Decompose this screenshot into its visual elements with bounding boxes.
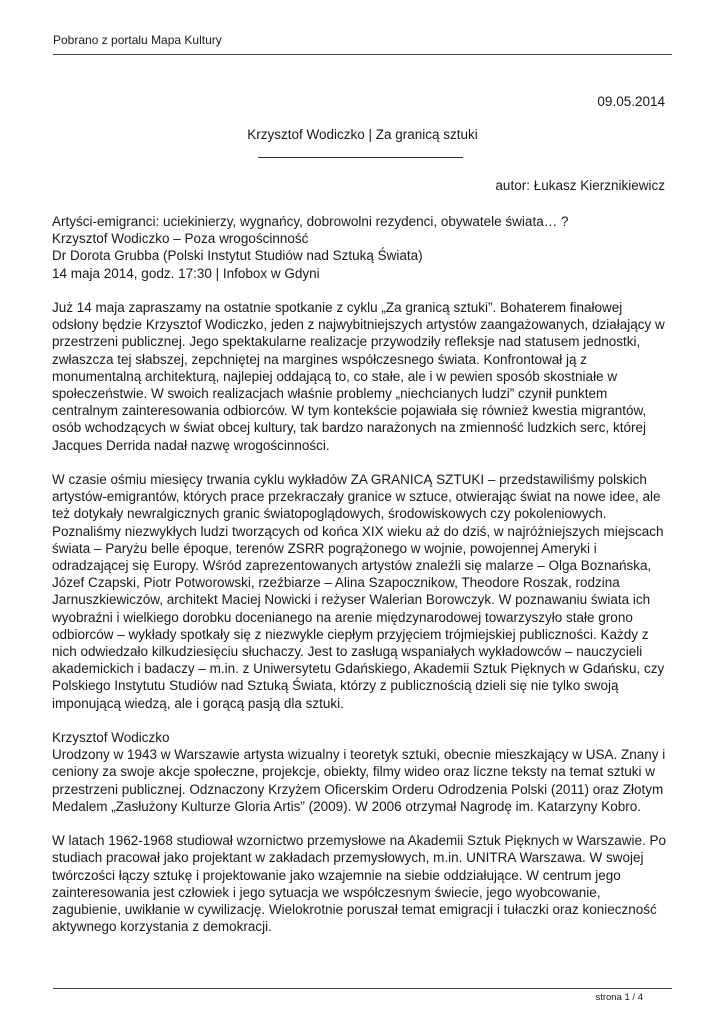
text-line: imponującą wiedzą, ale i gorącą pasją dla sztuki. <box>52 695 344 711</box>
article-body <box>52 213 674 953</box>
text-line: też dotykały newralgicznych granic światopoglądowych, środowiskowych czy pokoleniowych. <box>52 506 607 522</box>
event-line: Artyści-emigranci: uciekinierzy, wygnańcy, dobrowolni rezydenci, obywatele świata… ? <box>52 214 569 229</box>
page-header-source: Pobrano z portalu Mapa Kultury <box>53 33 222 47</box>
page-number: strona 1 / 4 <box>595 992 643 1003</box>
event-line: Krzysztof Wodiczko – Poza wrogościnność <box>52 231 309 247</box>
footer-divider <box>53 988 672 989</box>
text-line: odradzającej się Europy. Wśród zaprezentowanych artystów znaleźli się malarze – Olga Boznańska, <box>52 558 652 574</box>
text-line: Już 14 maja zapraszamy na ostatnie spotkanie z cyklu „Za granicą sztuki”. Bohaterem finałowej <box>52 300 623 315</box>
text-line: artystów-emigrantów, których prace przekraczały granice w sztuce, otwierając świat na nowe idee, ale <box>52 489 661 505</box>
paragraph-invitation <box>52 299 674 454</box>
event-line: Dr Dorota Grubba (Polski Instytut Studiów nad Sztuką Świata) <box>52 248 423 264</box>
text-line: odbiorców – wykłady spotkały się z niezwykle ciepłym przyjęciem trójmiejskiej publiczności. Każdy z <box>52 626 649 642</box>
event-line: 14 maja 2014, godz. 17:30 | Infobox w Gdyni <box>52 265 320 281</box>
text-line: Jarnuszkiewiczów, architekt Maciej Nowicki i reżyser Walerian Borowczyk. W poznawaniu świata ich <box>52 592 651 608</box>
text-line: W czasie ośmiu miesięcy trwania cyklu wykładów ZA GRANICĄ SZTUKI – przedstawiliśmy polskich <box>52 472 647 488</box>
text-line: nich odwiedzało kilkudziesięciu słuchaczy. Jest to zasługą wspaniałych wykładowców – nauczycieli <box>52 644 643 660</box>
text-line: twórczości łączy sztukę i projektowanie jako wzajemnie na siebie oddziałujące. W centrum jego <box>52 867 621 883</box>
article-author: autor: Łukasz Kierznikiewicz <box>495 178 665 193</box>
text-line: świata – Paryżu belle époque, terenów ZSRR pogrążonego w wojnie, powojennej Ameryki i <box>52 540 597 556</box>
text-line: Jacques Derrida nadał nazwę wrogościnności. <box>52 437 330 453</box>
text-line: osób wchodzących w świat obcej kultury, tak bardzo narażonych na zmienność ludzkich serc, której <box>52 420 647 436</box>
text-line: Józef Czapski, Piotr Potworowski, rzeźbiarze – Alina Szapocznikow, Theodore Roszak, rodzina <box>52 575 620 591</box>
text-line: wyobraźni i wielkiego dorobku docenianego na arenie międzynarodowej towarzyszyło stałe grono <box>52 609 633 625</box>
title-underline <box>258 157 463 158</box>
text-line: akademickich i badaczy – m.in. z Uniwersytetu Gdańskiego, Akademii Sztuk Pięknych w Gdańsku, czy <box>52 661 665 677</box>
text-line: monumentalną architekturą, najlepiej oddającą to, co stałe, ale i w pewien sposób skostniałe w <box>52 368 618 384</box>
paragraph-education <box>52 832 674 935</box>
article-date: 09.05.2014 <box>597 94 665 109</box>
text-line: aktywnego korzystania z demokracji. <box>52 919 272 935</box>
text-line: studiach pracował jako projektant w zakładach przemysłowych, m.in. UNITRA Warszawa. W swojej <box>52 850 644 866</box>
text-line: Poznaliśmy niezwykłych ludzi tworzących od końca XIX wieku aż do dziś, w najróżniejszych miejscach <box>52 523 664 539</box>
text-line: Krzysztof Wodiczko <box>52 730 170 746</box>
text-line: zagubienie, uwikłanie w cywilizację. Wielokrotnie poruszał temat emigracji i tułaczki oraz konieczność <box>52 902 657 918</box>
text-line: przestrzeni publicznej. Odznaczony Krzyżem Oficerskim Orderu Odrodzenia Polski (2011) oraz Złotym <box>52 781 664 797</box>
article-title: Krzysztof Wodiczko | Za granicą sztuki <box>247 127 478 142</box>
header-divider <box>53 54 672 55</box>
text-line: ceniony za swoje akcje społeczne, projekcje, obiekty, filmy wideo oraz liczne teksty na temat sztuki w <box>52 764 656 780</box>
paragraph-cycle-summary <box>52 471 674 712</box>
text-line: W latach 1962-1968 studiował wzornictwo przemysłowe na Akademii Sztuk Pięknych w Warszawie. Po <box>52 833 667 849</box>
text-line: Urodzony w 1943 w Warszawie artysta wizualny i teoretyk sztuki, obecnie mieszkający w USA. Znany i <box>52 747 666 763</box>
text-line: centralnym zainteresowania odbiorców. W tym kontekście pojawiała się również kwestia migrantów, <box>52 403 647 419</box>
text-line: zainteresowania jest człowiek i jego sytuacja we współczesnym świecie, jego wyobcowanie, <box>52 884 601 900</box>
text-line: zwłaszcza tej słabszej, zepchniętej na margines współczesnego świata. Konfrontował ją z <box>52 351 588 367</box>
text-line: przestrzeni publicznej. Jego spektakularne realizacje przywodziły refleksje nad statusem jednostki, <box>52 334 641 350</box>
text-line: społeczeństwie. W swoich realizacjach właśnie problemy „niechcianych ludzi” czynił punktem <box>52 386 608 402</box>
text-line: odsłony będzie Krzysztof Wodiczko, jeden z najwybitniejszych artystów zaangażowanych, działający w <box>52 317 665 333</box>
text-line: Polskiego Instytutu Studiów nad Sztuką Świata, którzy z publicznością dzieli się nie tylko swoją <box>52 678 619 694</box>
paragraph-biography <box>52 729 674 815</box>
text-line: Medalem „Zasłużony Kulturze Gloria Artis” (2009). W 2006 otrzymał Nagrodę im. Katarzyny Kobro. <box>52 798 641 814</box>
event-info <box>52 213 674 282</box>
